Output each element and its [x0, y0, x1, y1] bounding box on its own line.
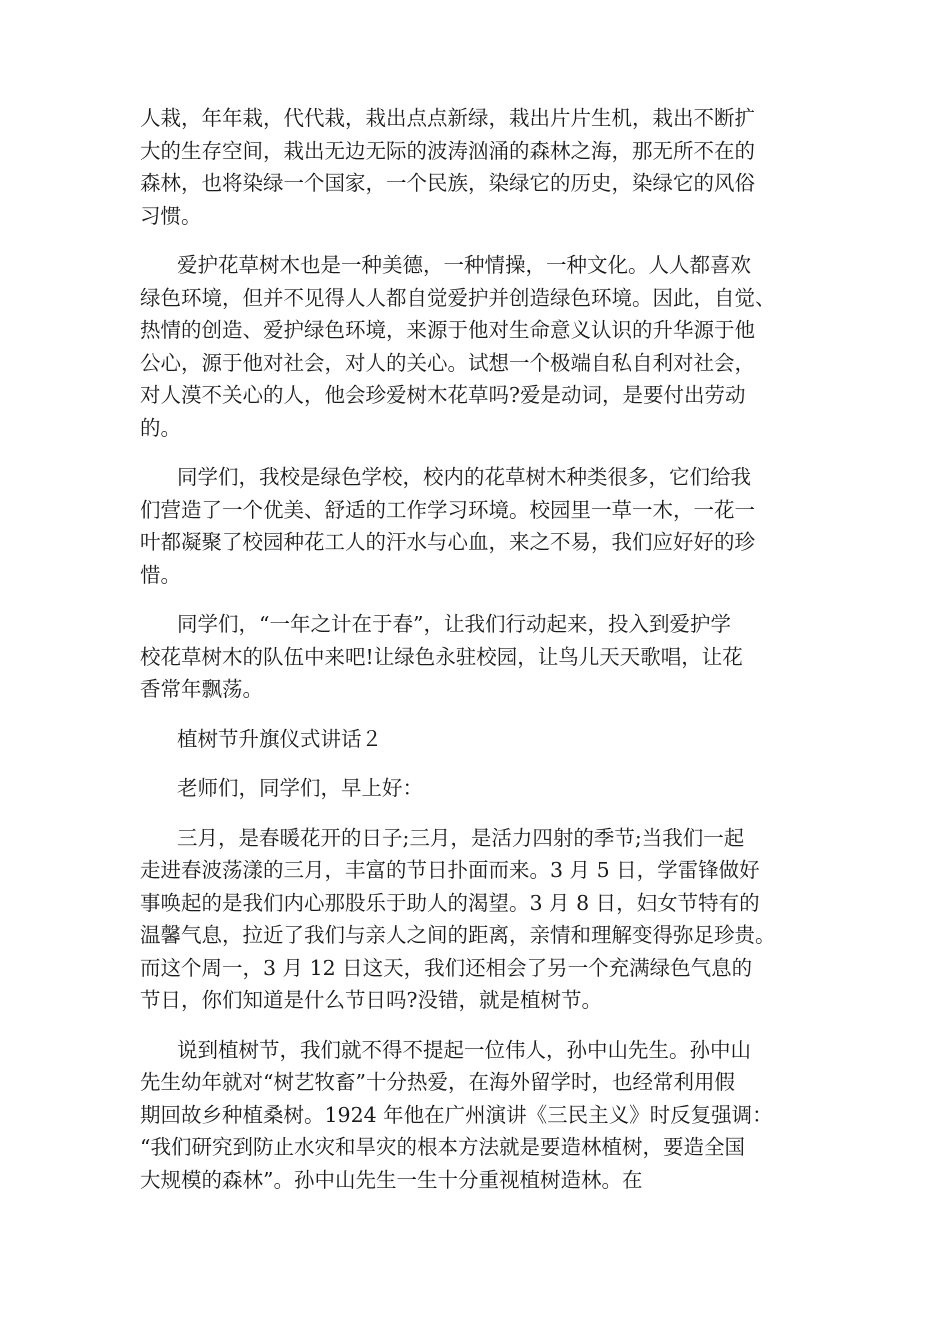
paragraph-p7 — [140, 822, 830, 1017]
text-line: 习惯。 — [140, 203, 202, 228]
text-line: 大的生存空间，栽出无边无际的波涛汹涌的森林之海，那无所不在的 — [140, 138, 755, 163]
paragraph-spacer — [140, 232, 830, 249]
paragraph-p3 — [140, 461, 830, 591]
text-line: 植树节升旗仪式讲话２ — [177, 726, 382, 751]
text-line: 的。 — [140, 415, 181, 440]
text-line: 走进春波荡漾的三月，丰富的节日扑面而来。3 月 5 日，学雷锋做好 — [140, 858, 760, 882]
paragraph-p1 — [140, 102, 830, 232]
text-line: 公心，源于他对社会，对人的关心。试想一个极端自私自利对社会， — [140, 350, 755, 375]
document-body — [140, 102, 830, 1196]
paragraph-spacer — [140, 444, 830, 461]
text-line: 事唤起的是我们内心那股乐于助人的渴望。3 月 8 日，妇女节特有的 — [140, 890, 760, 915]
text-line: 温馨气息，拉近了我们与亲人之间的距离，亲情和理解变得弥足珍贵。 — [140, 923, 776, 947]
text-line: 同学们，“一年之计在于春”，让我们行动起来，投入到爱护学 — [177, 612, 731, 636]
paragraph-spacer — [140, 755, 830, 772]
text-line: 绿色环境，但并不见得人人都自觉爱护并创造绿色环境。因此，自觉、 — [140, 285, 776, 310]
paragraph-p4 — [140, 608, 830, 706]
paragraph-spacer — [140, 591, 830, 608]
text-line: 先生幼年就对“树艺牧畜”十分热爱，在海外留学时，也经常利用假 — [140, 1070, 735, 1094]
text-line: 们营造了一个优美、舒适的工作学习环境。校园里一草一木，一花一 — [140, 497, 755, 522]
text-line: 叶都凝聚了校园种花工人的汗水与心血，来之不易，我们应好好的珍 — [140, 530, 755, 554]
paragraph-spacer — [140, 805, 830, 822]
paragraph-p8 — [140, 1034, 830, 1197]
paragraph-spacer — [140, 706, 830, 723]
text-line: 森林，也将染绿一个国家，一个民族，染绿它的历史，染绿它的风俗 — [140, 171, 755, 195]
text-line: 校花草树木的队伍中来吧!让绿色永驻校园，让鸟儿天天歌唱，让花 — [140, 644, 743, 669]
text-line: 香常年飘荡。 — [140, 677, 263, 701]
text-line: “我们研究到防止水灾和旱灾的根本方法就是要造林植树，要造全国 — [140, 1135, 745, 1159]
paragraph-p2 — [140, 249, 830, 444]
paragraph-p6 — [140, 772, 830, 805]
text-line: 同学们，我校是绿色学校，校内的花草树木种类很多，它们给我 — [177, 465, 751, 489]
text-line: 而这个周一，3 月 12 日这天，我们还相会了另一个充满绿色气息的 — [140, 955, 753, 980]
text-line: 对人漠不关心的人，他会珍爱树木花草吗?爱是动词，是要付出劳动 — [140, 383, 746, 407]
text-line: 期回故乡种植桑树。1924 年他在广州演讲《三民主义》时反复强调： — [140, 1102, 773, 1127]
paragraph-p5 — [140, 723, 830, 756]
text-line: 说到植树节，我们就不得不提起一位伟人，孙中山先生。孙中山 — [177, 1037, 751, 1062]
paragraph-spacer — [140, 1017, 830, 1034]
text-line: 爱护花草树木也是一种美德，一种情操，一种文化。人人都喜欢 — [177, 253, 751, 277]
text-line: 节日，你们知道是什么节日吗?没错，就是植树节。 — [140, 988, 602, 1012]
text-line: 人栽，年年栽，代代栽，栽出点点新绿，栽出片片生机，栽出不断扩 — [140, 106, 755, 130]
text-line: 老师们，同学们，早上好： — [177, 776, 423, 800]
text-line: 惜。 — [140, 562, 181, 587]
text-line: 热情的创造、爱护绿色环境，来源于他对生命意义认识的升华源于他 — [140, 318, 755, 342]
text-line: 三月，是春暖花开的日子;三月，是活力四射的季节;当我们一起 — [177, 825, 745, 850]
text-line: 大规模的森林”。孙中山先生一生十分重视植树造林。在 — [140, 1167, 643, 1192]
